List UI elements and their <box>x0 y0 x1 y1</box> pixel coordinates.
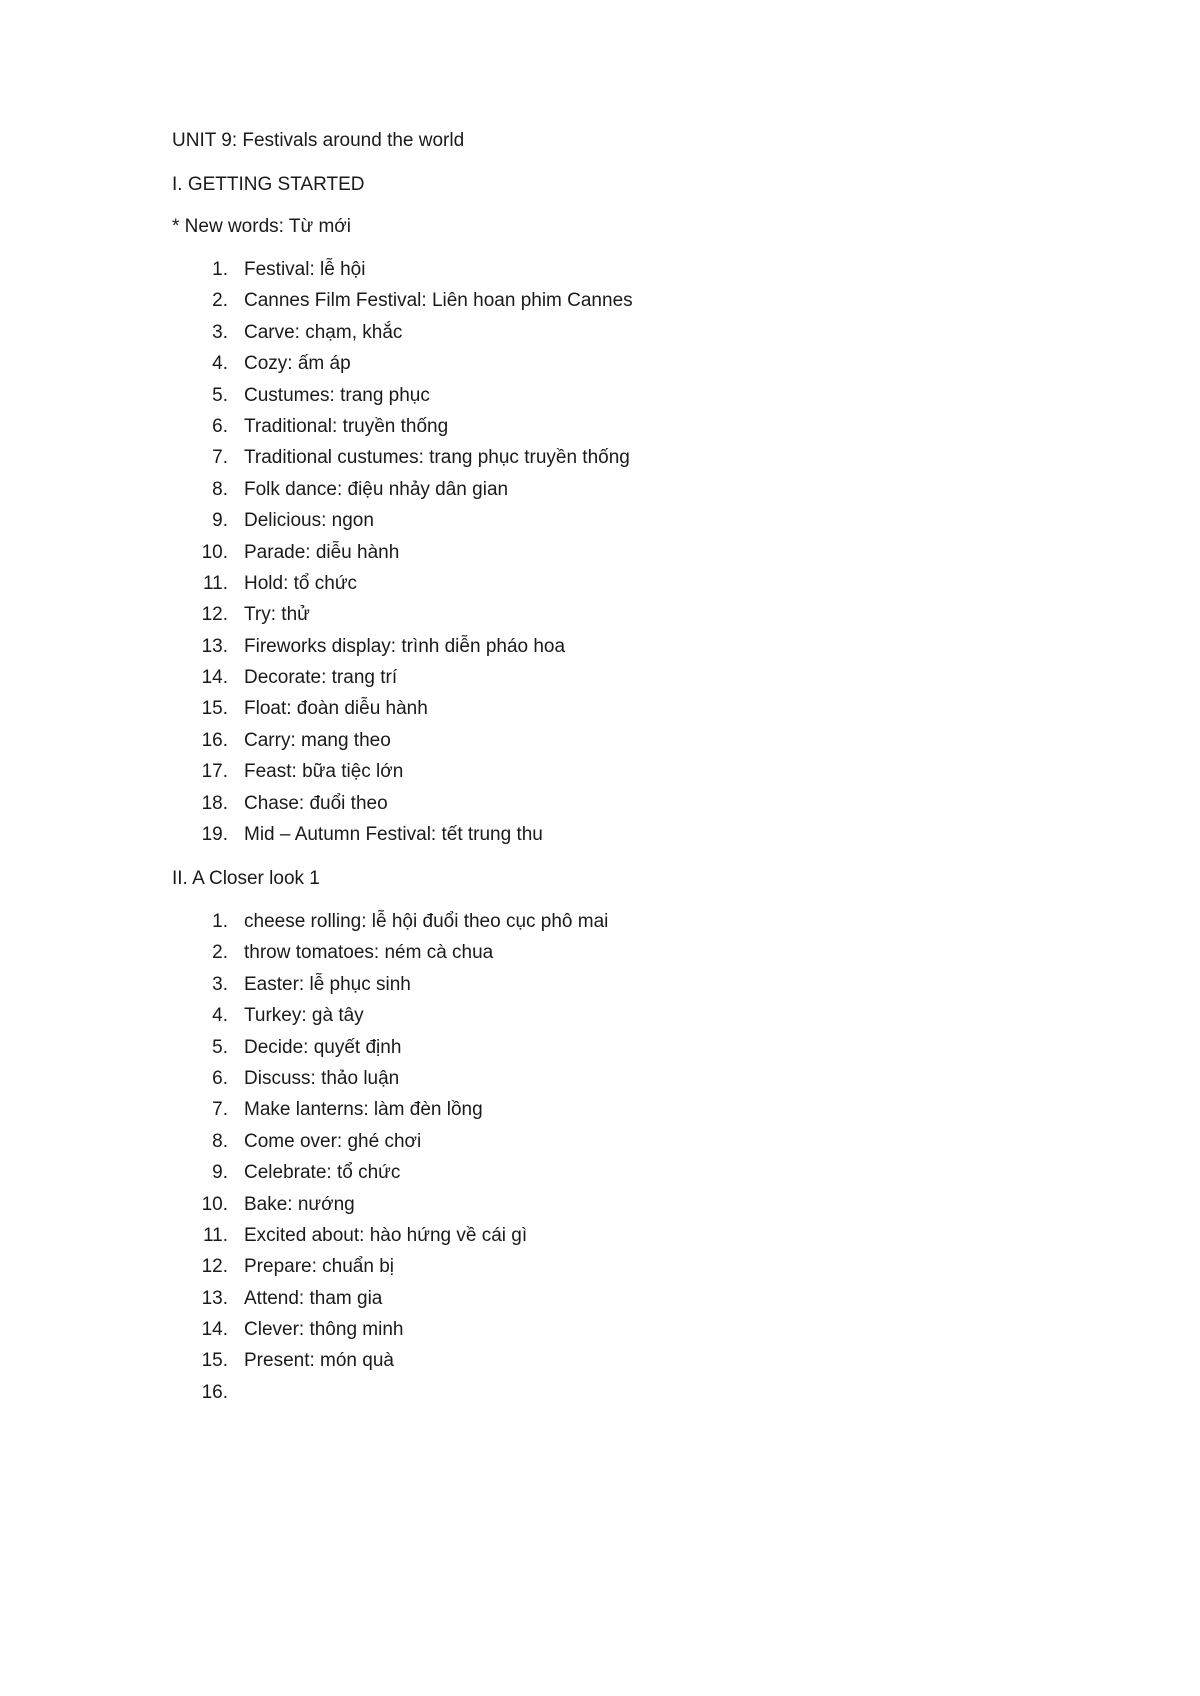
list-item-text: Turkey: gà tây <box>244 1005 364 1027</box>
list-item-text: Come over: ghé chơi <box>244 1130 422 1152</box>
section-heading-getting-started: I. GETTING STARTED <box>172 174 365 195</box>
list-item-number: 1. <box>212 259 228 280</box>
list-item-text: Cozy: ấm áp <box>244 353 351 375</box>
list-item-text: Traditional custumes: trang phục truyền thống <box>244 447 630 469</box>
list-item-text: Carry: mang theo <box>244 729 391 751</box>
list-item-text: Traditional: truyền thống <box>244 415 449 437</box>
list-item-number: 11. <box>202 1224 228 1246</box>
list-item-number: 11. <box>202 572 228 594</box>
list-item-text: throw tomatoes: ném cà chua <box>244 942 494 964</box>
list-item-text: Discuss: thảo luận <box>244 1067 400 1089</box>
list-item-text: Decorate: trang trí <box>244 667 398 689</box>
list-item-number: 2. <box>212 290 228 312</box>
list-item-text: Try: thử <box>244 604 310 626</box>
list-item-text: Fireworks display: trình diễn pháo hoa <box>244 635 566 657</box>
list-item-number: 13. <box>201 635 228 657</box>
list-item-number: 5. <box>212 1036 228 1058</box>
list-item-number: 9. <box>212 1162 228 1184</box>
list-item-text: Bake: nướng <box>244 1193 355 1215</box>
list-item-number: 16. <box>201 729 228 751</box>
list-item-text: Cannes Film Festival: Liên hoan phim Cannes <box>244 290 633 312</box>
list-item-text: Float: đoàn diễu hành <box>244 698 428 720</box>
list-item-text: Carve: chạm, khắc <box>244 321 403 343</box>
list-item-text: Clever: thông minh <box>244 1319 404 1341</box>
list-item-text: cheese rolling: lễ hội đuổi theo cục phô mai <box>244 911 609 932</box>
new-words-label: * New words: Từ mới <box>172 216 351 237</box>
list-item-number: 16. <box>201 1381 228 1403</box>
list-item-text: Decide: quyết định <box>244 1036 402 1058</box>
list-item-number: 7. <box>212 1099 228 1121</box>
list-item-text: Present: món quà <box>244 1350 394 1372</box>
list-item-text: Delicious: ngon <box>244 510 374 532</box>
list-item-number: 12. <box>201 1256 228 1278</box>
list-item-text: Feast: bữa tiệc lớn <box>244 761 404 783</box>
list-item-text: Celebrate: tổ chức <box>244 1162 401 1184</box>
list-item-number: 1. <box>212 911 228 932</box>
list-item-number: 5. <box>212 384 228 406</box>
list-item-text: Attend: tham gia <box>244 1287 383 1309</box>
list-item-text: Custumes: trang phục <box>244 384 430 406</box>
list-item-number: 14. <box>201 1319 228 1341</box>
list-item-number: 9. <box>212 510 228 532</box>
list-item-number: 3. <box>212 321 228 343</box>
list-item-text: Festival: lễ hội <box>244 259 366 280</box>
list-item-number: 15. <box>201 1350 228 1372</box>
list-item-text: Parade: diễu hành <box>244 541 400 563</box>
list-item-number: 7. <box>212 447 228 469</box>
list-item-number: 4. <box>212 1005 228 1027</box>
list-item-number: 4. <box>212 353 228 375</box>
list-item-number: 8. <box>212 1130 228 1152</box>
list-item-number: 15. <box>201 698 228 720</box>
list-item-text: Prepare: chuẩn bị <box>244 1256 394 1278</box>
list-item-text: Chase: đuổi theo <box>244 792 388 814</box>
list-item-number: 2. <box>212 942 228 964</box>
list-item-number: 3. <box>212 973 228 995</box>
list-item-text: Easter: lễ phục sinh <box>244 973 411 995</box>
list-item-text: Hold: tổ chức <box>244 572 358 594</box>
list-item-number: 12. <box>201 604 228 626</box>
list-item-number: 17. <box>201 761 228 783</box>
section-heading-closer-look: II. A Closer look 1 <box>172 868 320 889</box>
list-item-number: 10. <box>201 541 228 563</box>
list-item-number: 10. <box>201 1193 228 1215</box>
list-item-number: 13. <box>201 1287 228 1309</box>
list-item-number: 6. <box>212 415 228 437</box>
list-item-number: 8. <box>212 478 228 500</box>
list-item-number: 18. <box>201 792 228 814</box>
list-item-text: Make lanterns: làm đèn lồng <box>244 1099 483 1121</box>
list-item-number: 14. <box>201 667 228 689</box>
list-item-number: 6. <box>212 1067 228 1089</box>
list-item-number: 19. <box>201 824 228 846</box>
list-item-text: Folk dance: điệu nhảy dân gian <box>244 478 509 500</box>
unit-title: UNIT 9: Festivals around the world <box>172 130 465 151</box>
list-item-text: Excited about: hào hứng về cái gì <box>244 1224 528 1246</box>
list-item-text: Mid – Autumn Festival: tết trung thu <box>244 824 543 846</box>
